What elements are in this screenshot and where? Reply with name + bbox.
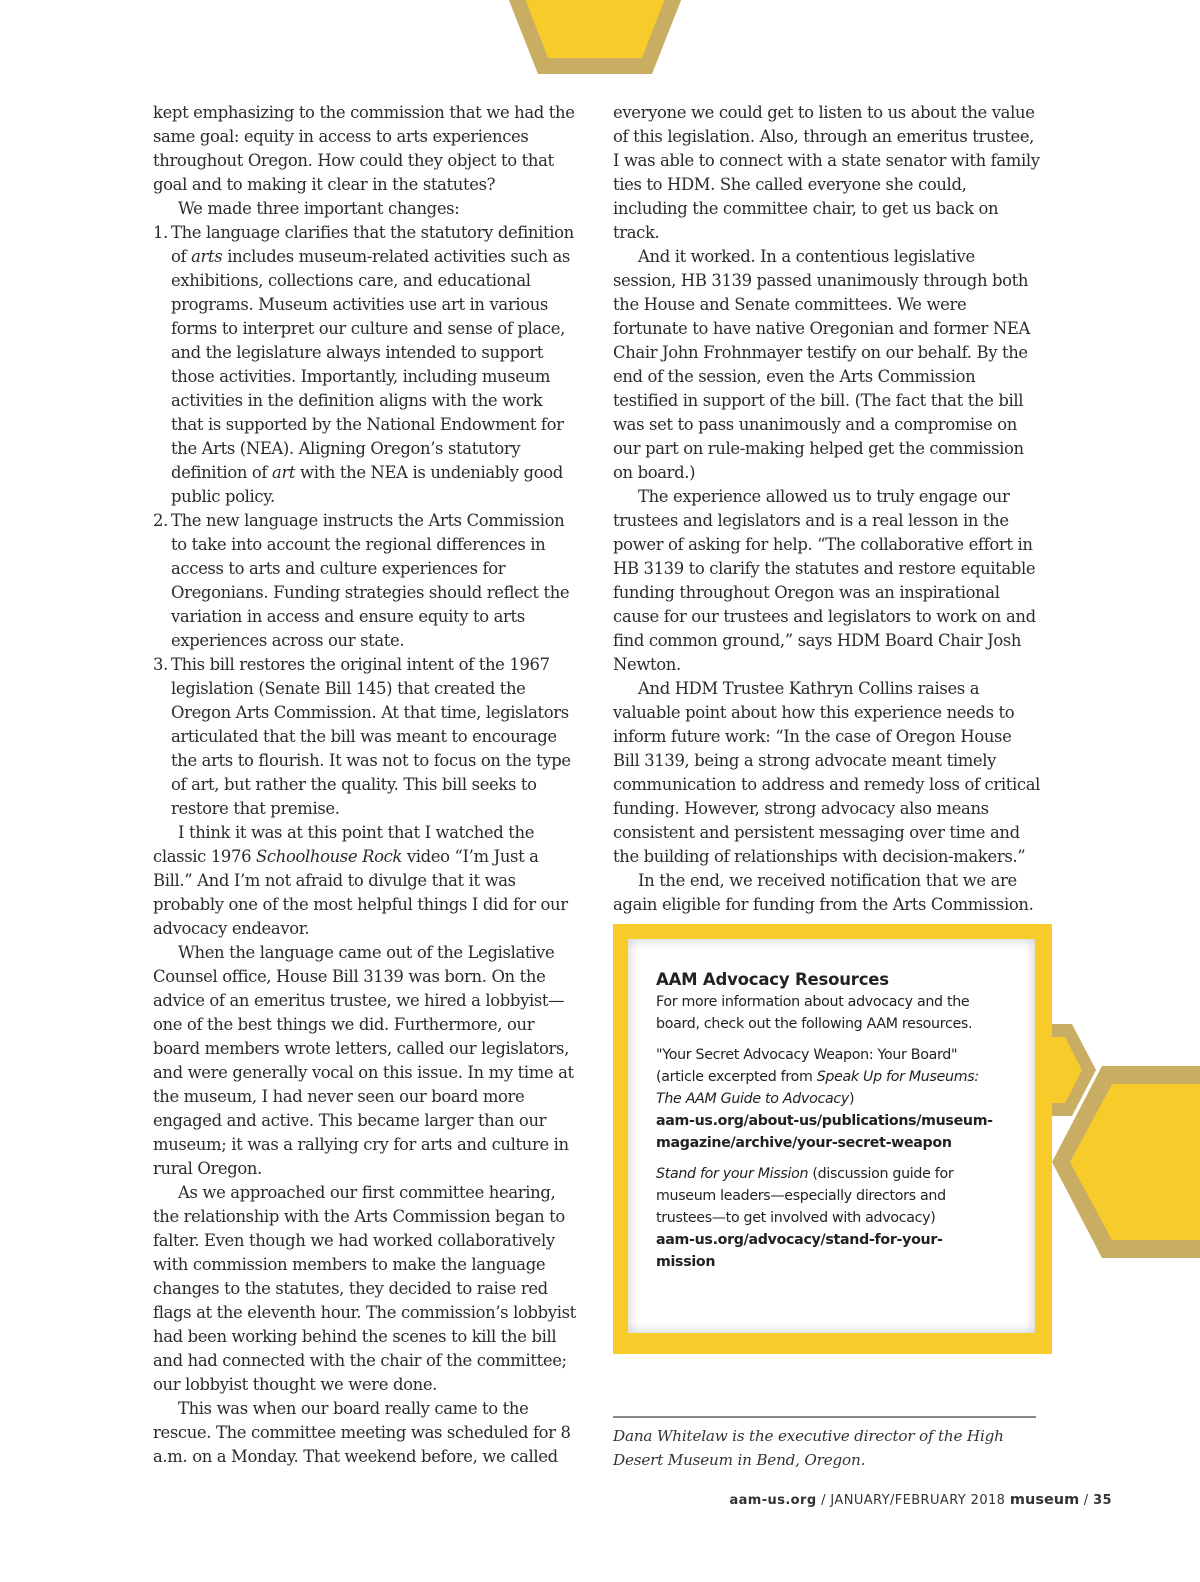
hexagon-icon xyxy=(1052,1066,1200,1258)
list-emphasis: arts xyxy=(191,247,223,266)
paragraph: In the end, we received notification that we are again eligible for funding from the Arts Commission. xyxy=(613,871,1034,914)
list-number: 3. xyxy=(153,655,168,674)
resource-text: "Your Secret Advocacy Weapon: Your Board" (article excerpted from xyxy=(656,1047,958,1085)
author-bio: Dana Whitelaw is the executive director of the High Desert Museum in Bend, Oregon. xyxy=(613,1427,1004,1469)
advocacy-resources-sidebar xyxy=(613,924,1052,1354)
list-number: 1. xyxy=(153,223,168,242)
page-number: 35 xyxy=(1093,1493,1112,1508)
list-item xyxy=(153,653,579,821)
text-run: video “I’m Just a Bill.” And I’m not afraid to divulge that it was probably one of the most helpful things I did for our advocacy endeavor. xyxy=(153,847,568,938)
resource-emphasis: Speak Up for Museums: The AAM Guide to Advocacy xyxy=(656,1069,979,1107)
paragraph: And it worked. In a contentious legislative session, HB 3139 passed unanimously through both the House and Senate committees. We were fortunate to have native Oregonian and former NEA Chair John Frohnmayer testify on our behalf. By the end of the session, even the Arts Commission testified in support of the bill. (The fact that the bill was set to pass unanimously and a compromise on our part on rule-making helped get the commission on board.) xyxy=(613,247,1030,482)
paragraph xyxy=(153,821,579,941)
list-text: with the NEA is undeniably good public policy. xyxy=(171,463,563,506)
footer-separator: / xyxy=(816,1493,831,1508)
resource-emphasis: Stand for your Mission xyxy=(656,1166,809,1182)
sidebar-panel xyxy=(628,939,1035,1333)
list-text: includes museum-related activities such as exhibitions, collections care, and educational programs. Museum activities use art in various forms to interpret our culture and sense of place, and the legislature always intended to support those activities. Importantly, including museum activities in the definition aligns with the work that is supported by the National Endowment for the Arts (NEA). Aligning Oregon’s statutory definition of xyxy=(171,247,570,482)
sidebar-intro: For more information about advocacy and the board, check out the following AAM resources. xyxy=(656,994,973,1032)
hexagon-icon xyxy=(497,0,693,74)
resource-item xyxy=(656,1163,1001,1273)
paragraph: kept emphasizing to the commission that we had the same goal: equity in access to arts experiences throughout Oregon. How could they object to that goal and to making it clear in the statutes? xyxy=(153,103,575,194)
footer-magazine: museum xyxy=(1009,1492,1080,1508)
resource-text: (discussion guide for museum leaders—especially directors and trustees—to get involved with advocacy) xyxy=(656,1166,954,1226)
paragraph: And HDM Trustee Kathryn Collins raises a valuable point about how this experience needs to inform future work: “In the case of Oregon House Bill 3139, being a strong advocate meant timely communication to address and remedy loss of critical funding. However, strong advocacy also means consistent and persistent messaging over time and the building of relationships with decision-makers.” xyxy=(613,679,1041,866)
text-run: I think it was at this point that I watched the classic 1976 xyxy=(153,823,535,866)
paragraph: everyone we could get to listen to us about the value of this legislation. Also, through an emeritus trustee, I was able to connect with a state senator with family ties to HDM. She called everyone she could, including the committee chair, to get us back on track. xyxy=(613,103,1040,242)
resource-item xyxy=(656,1044,1001,1154)
paragraph: We made three important changes: xyxy=(178,199,460,218)
left-column xyxy=(153,101,579,1469)
list-text: This bill restores the original intent of the 1967 legislation (Senate Bill 145) that created the Oregon Arts Commission. At that time, legislators articulated that the bill was meant to encourage the arts to flourish. It was not to focus on the type of art, but rather the quality. This bill seeks to restore that premise. xyxy=(171,655,571,818)
paragraph: The experience allowed us to truly engage our trustees and legislators and is a real lesson in the power of asking for help. “The collaborative effort in HB 3139 to clarify the statutes and restore equitable funding throughout Oregon was an inspirational cause for our trustees and legislators to work on and find common ground,” says HDM Board Chair Josh Newton. xyxy=(613,487,1036,674)
footer-separator: / xyxy=(1079,1493,1094,1508)
footer-site: aam-us.org xyxy=(729,1493,817,1508)
sidebar-content xyxy=(656,969,1001,1282)
list-number: 2. xyxy=(153,511,168,530)
resource-link[interactable]: aam-us.org/advocacy/stand-for-your-mission xyxy=(656,1232,943,1270)
list-item xyxy=(153,509,579,653)
resource-text: ) xyxy=(848,1091,855,1107)
paragraph: When the language came out of the Legislative Counsel office, House Bill 3139 was born. On the advice of an emeritus trustee, we hired a lobbyist—one of the best things we did. Furthermore, our board members wrote letters, called our legislators, and were generally vocal on this issue. In my time at the museum, I had never seen our board more engaged and active. This became larger than our museum; it was a rallying cry for arts and culture in rural Oregon. xyxy=(153,943,574,1178)
right-column xyxy=(613,101,1041,917)
list-text: The language clarifies that the statutory definition of xyxy=(171,223,574,266)
resource-link[interactable]: aam-us.org/about-us/publications/museum-magazine/archive/your-secret-weapon xyxy=(656,1113,993,1151)
paragraph: As we approached our first committee hearing, the relationship with the Arts Commission began to falter. Even though we had worked collaboratively with commission members to make the language changes to the statutes, they decided to raise red flags at the eleventh hour. The commission’s lobbyist had been working behind the scenes to kill the bill and had connected with the chair of the committee; our lobbyist thought we were done. xyxy=(153,1183,576,1394)
bio-divider xyxy=(613,1416,1036,1418)
text-emphasis: Schoolhouse Rock xyxy=(256,847,402,866)
list-text: The new language instructs the Arts Commission to take into account the regional differences in access to arts and culture experiences for Oregonians. Funding strategies should reflect the variation in access and ensure equity to arts experiences across our state. xyxy=(171,511,570,650)
list-emphasis: art xyxy=(272,463,296,482)
page-footer xyxy=(729,1492,1112,1508)
list-item xyxy=(153,221,579,509)
paragraph: This was when our board really came to the rescue. The committee meeting was scheduled for 8 a.m. on a Monday. That weekend before, we called xyxy=(153,1399,571,1466)
footer-issue: JANUARY/FEBRUARY 2018 xyxy=(830,1493,1006,1508)
sidebar-title: AAM Advocacy Resources xyxy=(656,970,889,989)
